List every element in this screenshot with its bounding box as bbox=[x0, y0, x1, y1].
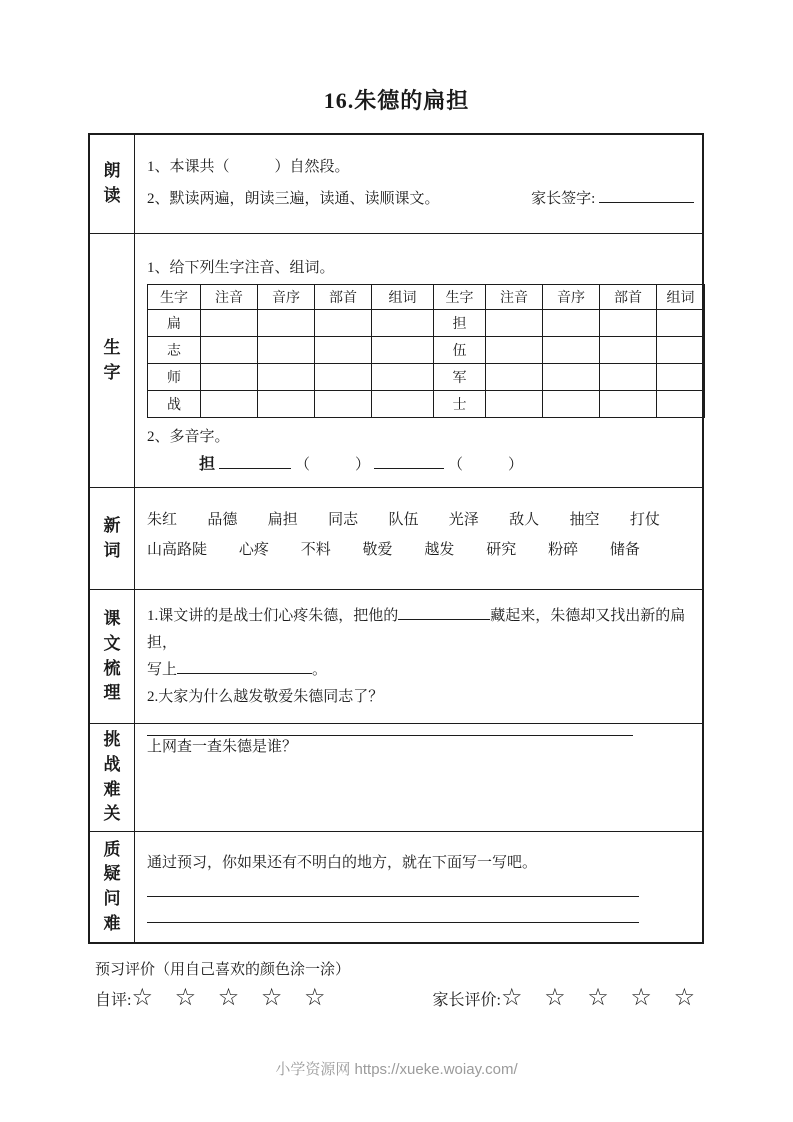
reading-item-2: 2、默读两遍，朗读三遍，读通、读顺课文。 bbox=[147, 191, 440, 207]
summary-blank-2 bbox=[177, 660, 312, 674]
word: 越发 bbox=[424, 542, 455, 558]
grid-character: 士 bbox=[434, 391, 486, 418]
section-reading bbox=[90, 135, 702, 234]
watermark: 小学资源网 https://xueke.woiay.com/ bbox=[275, 1061, 518, 1078]
grid-header: 组词 bbox=[657, 285, 705, 310]
doubts-prompt: 通过预习，你如果还有不明白的地方，就在下面写一写吧。 bbox=[147, 855, 538, 871]
self-rating-stars: ☆ ☆ ☆ ☆ ☆ bbox=[131, 983, 333, 1011]
new-words-line-1 bbox=[147, 505, 702, 535]
grid-cell-empty bbox=[258, 310, 315, 337]
word: 品德 bbox=[207, 512, 238, 528]
grid-cell-empty bbox=[657, 364, 705, 391]
characters-item-2: 2、多音字。 bbox=[147, 429, 230, 445]
section-doubts-label: 质疑问难 bbox=[90, 832, 135, 942]
grid-cell-empty bbox=[543, 337, 600, 364]
grid-cell-empty bbox=[543, 310, 600, 337]
grid-character: 师 bbox=[148, 364, 201, 391]
grid-cell-empty bbox=[543, 391, 600, 418]
grid-row bbox=[148, 364, 705, 391]
word: 打仗 bbox=[629, 512, 660, 528]
polyphone-paren-2: （ ） bbox=[448, 457, 524, 473]
grid-cell-empty bbox=[372, 337, 434, 364]
grid-header: 生字 bbox=[148, 285, 201, 310]
word: 队伍 bbox=[388, 512, 419, 528]
grid-header-row bbox=[148, 285, 705, 310]
grid-header: 注音 bbox=[201, 285, 258, 310]
grid-cell-empty bbox=[600, 337, 657, 364]
new-words-line-2 bbox=[147, 535, 702, 565]
word: 光泽 bbox=[448, 512, 479, 528]
grid-cell-empty bbox=[600, 391, 657, 418]
grid-character: 扁 bbox=[148, 310, 201, 337]
grid-character: 伍 bbox=[434, 337, 486, 364]
grid-cell-empty bbox=[657, 310, 705, 337]
grid-cell-empty bbox=[258, 391, 315, 418]
challenge-question: 上网查一查朱德是谁？ bbox=[147, 739, 298, 755]
grid-cell-empty bbox=[315, 310, 372, 337]
evaluation-title: 预习评价（用自己喜欢的颜色涂一涂） bbox=[95, 962, 351, 978]
polyphone-blank-2 bbox=[374, 455, 444, 469]
grid-cell-empty bbox=[657, 337, 705, 364]
polyphone-line bbox=[199, 451, 705, 474]
grid-cell-empty bbox=[201, 391, 258, 418]
word: 山高路陡 bbox=[147, 542, 208, 558]
section-characters-label: 生字 bbox=[90, 234, 135, 487]
word: 粉碎 bbox=[548, 542, 579, 558]
word: 敌人 bbox=[509, 512, 540, 528]
word: 心疼 bbox=[238, 542, 269, 558]
grid-header: 音序 bbox=[258, 285, 315, 310]
grid-cell-empty bbox=[258, 364, 315, 391]
grid-cell-empty bbox=[201, 364, 258, 391]
grid-header: 音序 bbox=[543, 285, 600, 310]
word: 敬爱 bbox=[362, 542, 393, 558]
grid-cell-empty bbox=[486, 364, 543, 391]
self-rating-label: 自评: bbox=[95, 992, 132, 1009]
parent-rating-label: 家长评价: bbox=[432, 992, 501, 1009]
grid-cell-empty bbox=[372, 391, 434, 418]
grid-header: 注音 bbox=[486, 285, 543, 310]
grid-cell-empty bbox=[372, 310, 434, 337]
grid-character: 军 bbox=[434, 364, 486, 391]
section-characters bbox=[90, 234, 702, 488]
polyphone-paren-1: （ ） bbox=[295, 457, 371, 473]
section-text-summary-label: 课文梳理 bbox=[90, 590, 135, 723]
polyphone-character: 担 bbox=[199, 456, 216, 473]
characters-item-1: 1、给下列生字注音、组词。 bbox=[147, 260, 335, 276]
summary-q2: 2.大家为什么越发敬爱朱德同志了？ bbox=[147, 689, 384, 705]
grid-cell-empty bbox=[201, 310, 258, 337]
section-reading-label: 朗读 bbox=[90, 135, 135, 233]
word: 扁担 bbox=[267, 512, 298, 528]
grid-cell-empty bbox=[486, 337, 543, 364]
grid-cell-empty bbox=[315, 364, 372, 391]
parent-signature bbox=[531, 187, 694, 208]
word: 研究 bbox=[486, 542, 517, 558]
grid-cell-empty bbox=[657, 391, 705, 418]
parent-signature-label: 家长签字: bbox=[531, 191, 596, 207]
polyphone-blank-1 bbox=[219, 455, 291, 469]
self-rating bbox=[95, 983, 333, 1011]
doubts-answer-line-2 bbox=[147, 922, 639, 923]
reading-item-1: 1、本课共（ ）自然段。 bbox=[147, 159, 350, 175]
grid-cell-empty bbox=[315, 337, 372, 364]
summary-blank-1 bbox=[398, 606, 490, 620]
parent-rating-stars: ☆ ☆ ☆ ☆ ☆ bbox=[501, 983, 703, 1011]
grid-row bbox=[148, 337, 705, 364]
word: 抽空 bbox=[569, 512, 600, 528]
grid-header: 生字 bbox=[434, 285, 486, 310]
grid-cell-empty bbox=[258, 337, 315, 364]
grid-cell-empty bbox=[486, 391, 543, 418]
worksheet-table bbox=[88, 133, 704, 944]
section-challenge bbox=[90, 724, 702, 832]
section-challenge-label: 挑战难关 bbox=[90, 724, 135, 831]
doubts-answer-line-1 bbox=[147, 896, 639, 897]
grid-cell-empty bbox=[486, 310, 543, 337]
word: 储备 bbox=[609, 542, 640, 558]
summary-q1-line2: 写上 。 bbox=[147, 662, 328, 678]
grid-cell-empty bbox=[600, 364, 657, 391]
grid-header: 部首 bbox=[315, 285, 372, 310]
grid-cell-empty bbox=[600, 310, 657, 337]
parent-signature-blank bbox=[599, 189, 694, 203]
summary-q1-line1: 1.课文讲的是战士们心疼朱德，把他的 藏起来，朱德却又找出新的扁担， bbox=[147, 608, 686, 651]
grid-header: 组词 bbox=[372, 285, 434, 310]
grid-cell-empty bbox=[543, 364, 600, 391]
grid-row bbox=[148, 391, 705, 418]
page-title: 16.朱德的扁担 bbox=[323, 88, 470, 113]
word: 同志 bbox=[328, 512, 359, 528]
grid-character: 志 bbox=[148, 337, 201, 364]
section-text-summary bbox=[90, 590, 702, 724]
grid-cell-empty bbox=[201, 337, 258, 364]
section-new-words bbox=[90, 488, 702, 590]
grid-header: 部首 bbox=[600, 285, 657, 310]
characters-grid bbox=[147, 284, 705, 418]
section-new-words-label: 新词 bbox=[90, 488, 135, 589]
section-doubts bbox=[90, 832, 702, 942]
grid-cell-empty bbox=[315, 391, 372, 418]
word: 不料 bbox=[300, 542, 331, 558]
word: 朱红 bbox=[147, 512, 178, 528]
grid-cell-empty bbox=[372, 364, 434, 391]
preview-evaluation bbox=[95, 958, 702, 1011]
parent-rating bbox=[433, 983, 703, 1011]
grid-character: 战 bbox=[148, 391, 201, 418]
grid-character: 担 bbox=[434, 310, 486, 337]
grid-row bbox=[148, 310, 705, 337]
